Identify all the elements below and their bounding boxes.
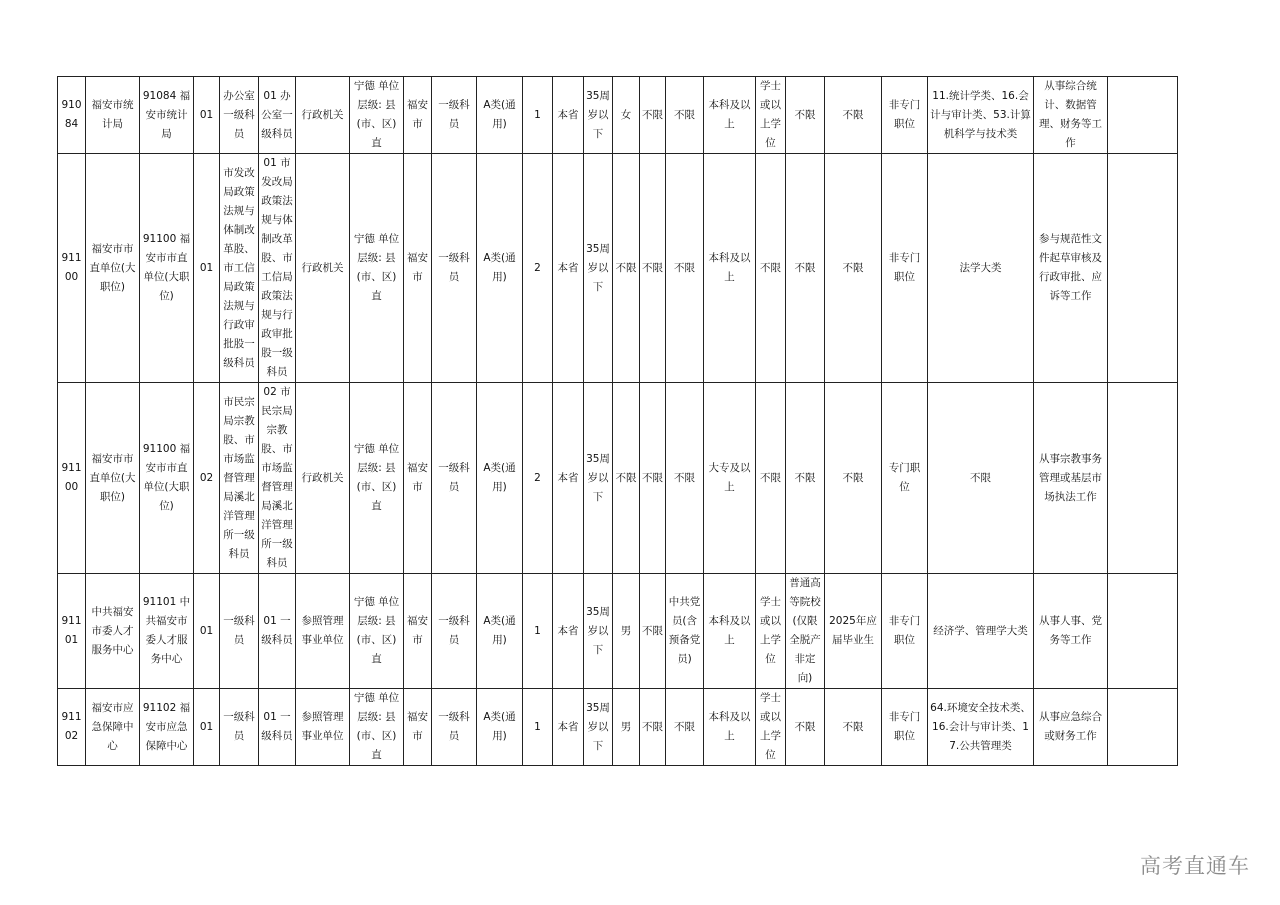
cell-count: 2 bbox=[523, 383, 553, 574]
cell-dept-code: 91100 bbox=[58, 383, 86, 574]
recruitment-table bbox=[57, 76, 1178, 766]
cell-position: 市民宗局宗教股、市市场监督管理局溪北洋管理所一级科员 bbox=[220, 383, 259, 574]
cell-major: 11.统计学类、16.会计与审计类、53.计算机科学与技术类 bbox=[928, 77, 1034, 154]
cell-dept-code: 91101 bbox=[58, 574, 86, 689]
recruitment-table-wrapper bbox=[57, 76, 1178, 766]
table-row bbox=[58, 154, 1178, 383]
cell-c1: 不限 bbox=[640, 689, 666, 766]
cell-dept-code: 91084 bbox=[58, 77, 86, 154]
cell-position-full: 01 一级科员 bbox=[259, 689, 296, 766]
cell-level: 宁德 单位层级: 县(市、区)直 bbox=[350, 574, 404, 689]
cell-duty: 从事人事、党务等工作 bbox=[1034, 574, 1108, 689]
cell-level: 宁德 单位层级: 县(市、区)直 bbox=[350, 77, 404, 154]
table-row bbox=[58, 383, 1178, 574]
cell-dept-code: 91100 bbox=[58, 154, 86, 383]
cell-unit: 91100 福安市市直单位(大职位) bbox=[140, 383, 194, 574]
cell-count: 1 bbox=[523, 77, 553, 154]
cell-source: 不限 bbox=[786, 77, 825, 154]
cell-education: 本科及以上 bbox=[704, 154, 756, 383]
cell-major: 不限 bbox=[928, 383, 1034, 574]
cell-dept-name: 福安市市直单位(大职位) bbox=[86, 383, 140, 574]
cell-note bbox=[1108, 77, 1178, 154]
cell-position: 办公室一级科员 bbox=[220, 77, 259, 154]
cell-position-type: 非专门职位 bbox=[882, 77, 928, 154]
table-row bbox=[58, 77, 1178, 154]
cell-scope: 本省 bbox=[553, 689, 584, 766]
cell-grade: 一级科员 bbox=[432, 574, 477, 689]
cell-major: 经济学、管理学大类 bbox=[928, 574, 1034, 689]
cell-duty: 从事宗教事务管理或基层市场执法工作 bbox=[1034, 383, 1108, 574]
cell-unit: 91084 福安市统计局 bbox=[140, 77, 194, 154]
cell-note bbox=[1108, 689, 1178, 766]
cell-position-full: 02 市民宗局宗教股、市市场监督管理局溪北洋管理所一级科员 bbox=[259, 383, 296, 574]
cell-grade: 一级科员 bbox=[432, 77, 477, 154]
cell-scope: 本省 bbox=[553, 574, 584, 689]
cell-grade: 一级科员 bbox=[432, 383, 477, 574]
cell-age: 35周岁以下 bbox=[584, 574, 613, 689]
cell-place: 福安市 bbox=[404, 574, 432, 689]
cell-degree: 学士或以上学位 bbox=[756, 77, 786, 154]
cell-c2: 不限 bbox=[825, 77, 882, 154]
cell-source: 不限 bbox=[786, 689, 825, 766]
cell-position-type: 非专门职位 bbox=[882, 154, 928, 383]
cell-degree: 学士或以上学位 bbox=[756, 689, 786, 766]
cell-age: 35周岁以下 bbox=[584, 154, 613, 383]
cell-dept-name: 福安市统计局 bbox=[86, 77, 140, 154]
cell-org-type: 行政机关 bbox=[296, 154, 350, 383]
table-row bbox=[58, 574, 1178, 689]
cell-grade: 一级科员 bbox=[432, 154, 477, 383]
cell-unit: 91101 中共福安市委人才服务中心 bbox=[140, 574, 194, 689]
cell-c2: 不限 bbox=[825, 689, 882, 766]
cell-politics: 不限 bbox=[666, 383, 704, 574]
cell-scope: 本省 bbox=[553, 383, 584, 574]
cell-degree: 不限 bbox=[756, 154, 786, 383]
cell-politics: 中共党员(含预备党员) bbox=[666, 574, 704, 689]
cell-duty: 从事综合统计、数据管理、财务等工作 bbox=[1034, 77, 1108, 154]
cell-level: 宁德 单位层级: 县(市、区)直 bbox=[350, 154, 404, 383]
cell-position-full: 01 办公室一级科员 bbox=[259, 77, 296, 154]
cell-gender: 男 bbox=[613, 689, 640, 766]
cell-c1: 不限 bbox=[640, 77, 666, 154]
cell-duty: 从事应急综合或财务工作 bbox=[1034, 689, 1108, 766]
cell-position: 一级科员 bbox=[220, 574, 259, 689]
cell-position-code: 02 bbox=[194, 383, 220, 574]
cell-dept-name: 福安市应急保障中心 bbox=[86, 689, 140, 766]
cell-position-code: 01 bbox=[194, 77, 220, 154]
cell-age: 35周岁以下 bbox=[584, 77, 613, 154]
watermark-text: 高考直通车 bbox=[1140, 854, 1250, 878]
cell-education: 本科及以上 bbox=[704, 77, 756, 154]
cell-grade: 一级科员 bbox=[432, 689, 477, 766]
cell-org-type: 行政机关 bbox=[296, 383, 350, 574]
cell-position-type: 非专门职位 bbox=[882, 574, 928, 689]
cell-age: 35周岁以下 bbox=[584, 689, 613, 766]
cell-c1: 不限 bbox=[640, 154, 666, 383]
cell-count: 1 bbox=[523, 574, 553, 689]
cell-position-type: 非专门职位 bbox=[882, 689, 928, 766]
cell-source: 不限 bbox=[786, 154, 825, 383]
cell-org-type: 行政机关 bbox=[296, 77, 350, 154]
cell-source: 不限 bbox=[786, 383, 825, 574]
cell-c2: 不限 bbox=[825, 154, 882, 383]
cell-dept-name: 福安市市直单位(大职位) bbox=[86, 154, 140, 383]
cell-scope: 本省 bbox=[553, 154, 584, 383]
cell-position-full: 01 市发改局政策法规与体制改革股、市工信局政策法规与行政审批股一级科员 bbox=[259, 154, 296, 383]
cell-note bbox=[1108, 154, 1178, 383]
cell-gender: 女 bbox=[613, 77, 640, 154]
cell-dept-code: 91102 bbox=[58, 689, 86, 766]
cell-place: 福安市 bbox=[404, 77, 432, 154]
cell-education: 大专及以上 bbox=[704, 383, 756, 574]
cell-scope: 本省 bbox=[553, 77, 584, 154]
cell-org-type: 参照管理事业单位 bbox=[296, 574, 350, 689]
cell-education: 本科及以上 bbox=[704, 574, 756, 689]
cell-category: A类(通用) bbox=[477, 154, 523, 383]
cell-place: 福安市 bbox=[404, 689, 432, 766]
cell-note bbox=[1108, 383, 1178, 574]
cell-politics: 不限 bbox=[666, 77, 704, 154]
cell-category: A类(通用) bbox=[477, 383, 523, 574]
cell-c1: 不限 bbox=[640, 574, 666, 689]
cell-degree: 不限 bbox=[756, 383, 786, 574]
cell-level: 宁德 单位层级: 县(市、区)直 bbox=[350, 689, 404, 766]
cell-position-type: 专门职位 bbox=[882, 383, 928, 574]
cell-education: 本科及以上 bbox=[704, 689, 756, 766]
cell-c1: 不限 bbox=[640, 383, 666, 574]
cell-major: 64.环境安全技术类、16.会计与审计类、17.公共管理类 bbox=[928, 689, 1034, 766]
cell-position-full: 01 一级科员 bbox=[259, 574, 296, 689]
cell-gender: 不限 bbox=[613, 383, 640, 574]
cell-gender: 男 bbox=[613, 574, 640, 689]
cell-category: A类(通用) bbox=[477, 574, 523, 689]
cell-unit: 91100 福安市市直单位(大职位) bbox=[140, 154, 194, 383]
cell-duty: 参与规范性文件起草审核及行政审批、应诉等工作 bbox=[1034, 154, 1108, 383]
cell-category: A类(通用) bbox=[477, 77, 523, 154]
cell-position-code: 01 bbox=[194, 574, 220, 689]
cell-c2: 不限 bbox=[825, 383, 882, 574]
cell-c2: 2025年应届毕业生 bbox=[825, 574, 882, 689]
cell-politics: 不限 bbox=[666, 154, 704, 383]
cell-count: 2 bbox=[523, 154, 553, 383]
cell-politics: 不限 bbox=[666, 689, 704, 766]
cell-note bbox=[1108, 574, 1178, 689]
cell-place: 福安市 bbox=[404, 154, 432, 383]
table-row bbox=[58, 689, 1178, 766]
cell-position-code: 01 bbox=[194, 689, 220, 766]
cell-source: 普通高等院校(仅限全脱产非定向) bbox=[786, 574, 825, 689]
cell-position-code: 01 bbox=[194, 154, 220, 383]
cell-org-type: 参照管理事业单位 bbox=[296, 689, 350, 766]
cell-gender: 不限 bbox=[613, 154, 640, 383]
cell-count: 1 bbox=[523, 689, 553, 766]
cell-place: 福安市 bbox=[404, 383, 432, 574]
cell-level: 宁德 单位层级: 县(市、区)直 bbox=[350, 383, 404, 574]
cell-major: 法学大类 bbox=[928, 154, 1034, 383]
cell-category: A类(通用) bbox=[477, 689, 523, 766]
cell-age: 35周岁以下 bbox=[584, 383, 613, 574]
cell-position: 市发改局政策法规与体制改革股、市工信局政策法规与行政审批股一级科员 bbox=[220, 154, 259, 383]
cell-dept-name: 中共福安市委人才服务中心 bbox=[86, 574, 140, 689]
cell-degree: 学士或以上学位 bbox=[756, 574, 786, 689]
cell-position: 一级科员 bbox=[220, 689, 259, 766]
cell-unit: 91102 福安市应急保障中心 bbox=[140, 689, 194, 766]
